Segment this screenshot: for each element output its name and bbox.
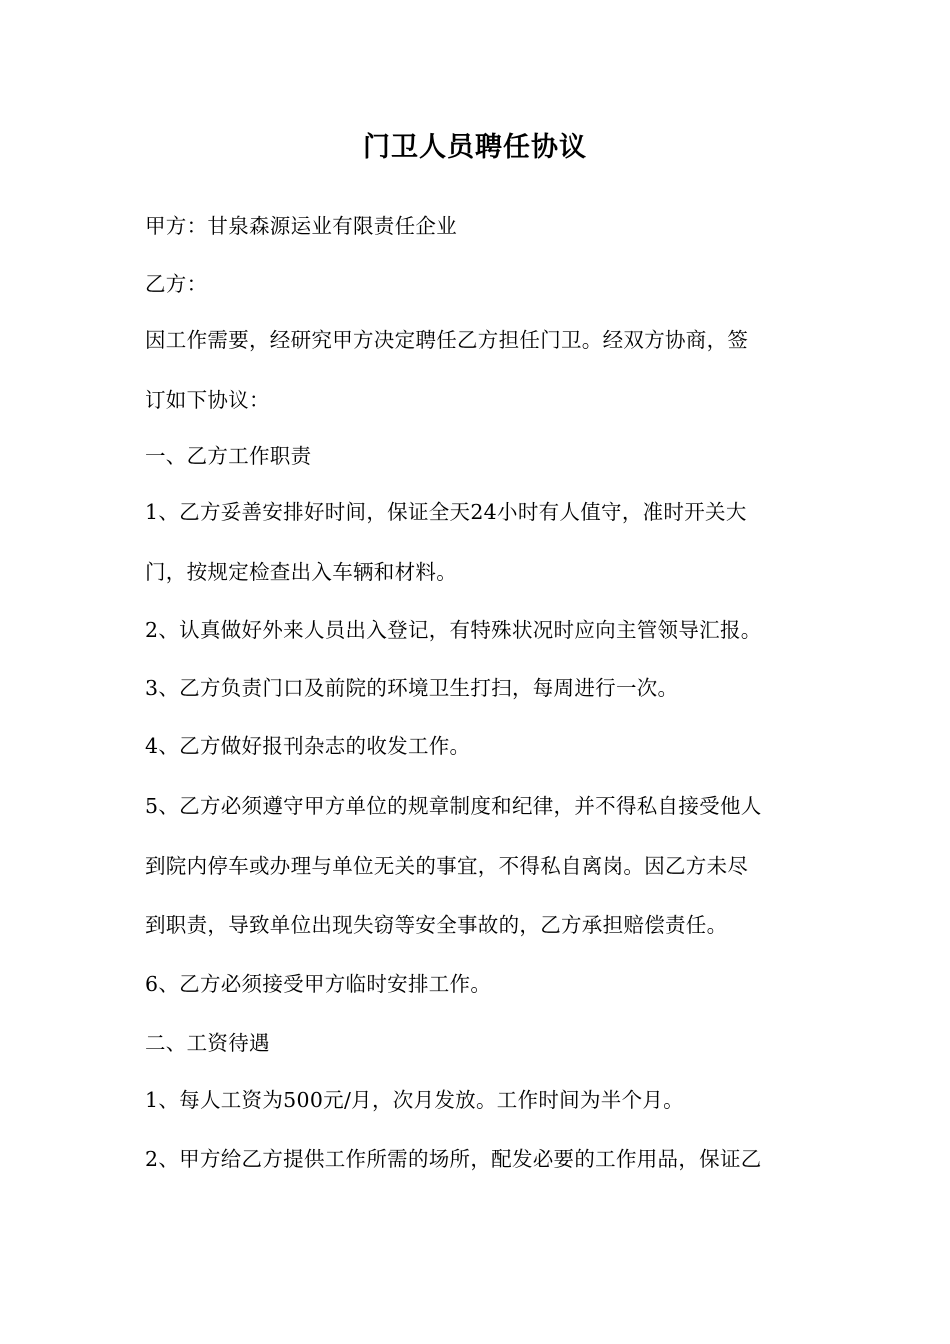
duty-1-line-2: 门，按规定检查出入车辆和材料。 bbox=[145, 560, 457, 584]
section-heading-duties: 一、乙方工作职责 bbox=[145, 444, 312, 468]
duty-6-line: 6、乙方必须接受甲方临时安排工作。 bbox=[145, 972, 492, 996]
intro-line-2: 订如下协议： bbox=[145, 388, 270, 412]
salary-1-line: 1、每人工资为500元/月，次月发放。工作时间为半个月。 bbox=[145, 1088, 684, 1112]
document-title: 门卫人员聘任协议 bbox=[363, 132, 587, 163]
duty-5-line-3: 到职责，导致单位出现失窃等安全事故的，乙方承担赔偿责任。 bbox=[145, 913, 728, 937]
duty-2-line: 2、认真做好外来人员出入登记，有特殊状况时应向主管领导汇报。 bbox=[145, 618, 762, 642]
party-a-line: 甲方：甘泉森源运业有限责任企业 bbox=[145, 214, 457, 238]
duty-5-line-2: 到院内停车或办理与单位无关的事宜，不得私自离岗。因乙方未尽 bbox=[145, 854, 749, 878]
section-heading-salary: 二、工资待遇 bbox=[145, 1031, 270, 1055]
intro-line-1: 因工作需要，经研究甲方决定聘任乙方担任门卫。经双方协商，签 bbox=[145, 328, 749, 352]
duty-1-line-1: 1、乙方妥善安排好时间，保证全天24小时有人值守，准时开关大 bbox=[145, 500, 747, 524]
salary-2-line-1: 2、甲方给乙方提供工作所需的场所，配发必要的工作用品，保证乙 bbox=[145, 1147, 762, 1171]
duty-3-line: 3、乙方负责门口及前院的环境卫生打扫，每周进行一次。 bbox=[145, 676, 679, 700]
duty-5-line-1: 5、乙方必须遵守甲方单位的规章制度和纪律，并不得私自接受他人 bbox=[145, 794, 762, 818]
party-b-line: 乙方： bbox=[145, 272, 208, 296]
duty-4-line: 4、乙方做好报刊杂志的收发工作。 bbox=[145, 734, 471, 758]
